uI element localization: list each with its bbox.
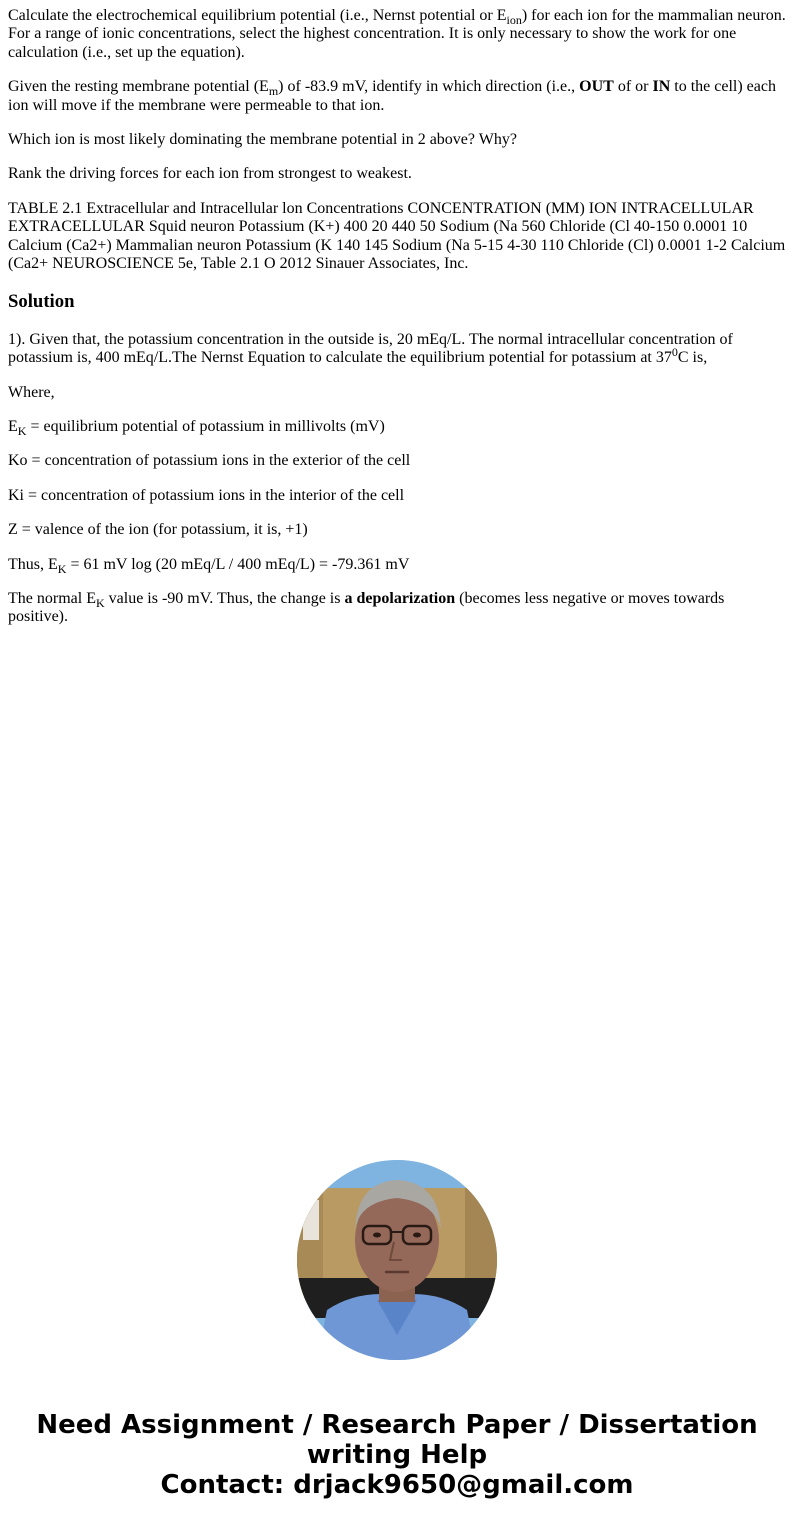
text: C is,: [677, 349, 708, 367]
promo-contact-line: Contact: drjack9650@gmail.com: [160, 1470, 634, 1500]
text: of or: [613, 78, 653, 96]
question-paragraph-2: [8, 78, 786, 115]
text: value is -90 mV. Thus, the change is: [104, 589, 345, 607]
text: 1). Given that, the potassium concentration in the outside is, 20 mEq/L. The normal intracellular concentration of potassium is, 400 mEq/L.The Nernst Equation to calculate the equilibrium potential for potassium at 37: [8, 330, 733, 367]
text: to the cell) each ion will move if the membrane were permeable to that ion.: [8, 78, 776, 114]
conclusion-paragraph: [8, 590, 786, 627]
author-avatar: [297, 1160, 497, 1360]
text: = equilibrium potential of potassium in millivolts (mV): [26, 417, 385, 435]
text: Thus, E: [8, 555, 58, 573]
text: (becomes less negative or moves towards positive).: [8, 589, 725, 626]
superscript: 0: [671, 345, 678, 360]
text: Given the resting membrane potential (E: [8, 78, 269, 96]
promo-line-2: writing Help: [306, 1440, 488, 1470]
question-paragraph-4: Rank the driving forces for each ion from strongest to weakest.: [8, 165, 412, 183]
text: The normal E: [8, 589, 96, 607]
text: ) for each ion for the mammalian neuron. For a range of ionic concentrations, select the highest concentration. It is only necessary to show the work for one calculation (i.e., set up the equation).: [8, 7, 786, 61]
person-portrait-icon: [297, 1160, 497, 1360]
ek-definition: [8, 418, 786, 436]
question-paragraph-1: [8, 7, 786, 62]
subscript: K: [57, 561, 67, 576]
promo-line-1: Need Assignment / Research Paper / Dissertation: [36, 1410, 758, 1440]
text: Calculate the electrochemical equilibrium potential (i.e., Nernst potential or E: [8, 7, 507, 24]
solution-heading: Solution: [8, 291, 75, 313]
bold-text: a depolarization: [344, 589, 456, 607]
text: E: [8, 417, 18, 435]
text: = 61 mV log (20 mEq/L / 400 mEq/L) = -79.361 mV: [66, 555, 410, 573]
subscript: ion: [506, 13, 522, 27]
document-body: [0, 7, 794, 627]
subscript: K: [95, 595, 105, 610]
subscript: K: [17, 423, 27, 438]
contact-banner: [0, 1410, 794, 1500]
solution-paragraph-1: [8, 331, 786, 368]
question-paragraph-3: Which ion is most likely dominating the membrane potential in 2 above? Why?: [8, 130, 517, 148]
bold-text: OUT: [579, 78, 614, 96]
ek-result: [8, 556, 786, 574]
table-text-paragraph: TABLE 2.1 Extracellular and Intracellular lon Concentrations CONCENTRATION (MM) ION INTRACELLULAR EXTRACELLULAR Squid neuron Potassium (K+) 400 20 440 50 Sodium (Na 560 Chloride (Cl 40-150 0.0001 10 Calcium (Ca2+) Mammalian neuron Potassium (K 140 145 Sodium (Na 5-15 4-30 110 Chloride (Cl) 0.0001 1-2 Calcium (Ca2+ NEUROSCIENCE 5e, Table 2.1 O 2012 Sinauer Associates, Inc.: [8, 199, 786, 272]
ko-definition: Ko = concentration of potassium ions in the exterior of the cell: [8, 452, 411, 470]
subscript: m: [268, 84, 279, 99]
where-paragraph: Where,: [8, 383, 55, 401]
text: ) of -83.9 mV, identify in which direction (i.e.,: [278, 78, 580, 96]
ki-definition: Ki = concentration of potassium ions in the interior of the cell: [8, 486, 405, 504]
bold-text: IN: [652, 78, 671, 96]
z-definition: Z = valence of the ion (for potassium, it is, +1): [8, 521, 308, 539]
